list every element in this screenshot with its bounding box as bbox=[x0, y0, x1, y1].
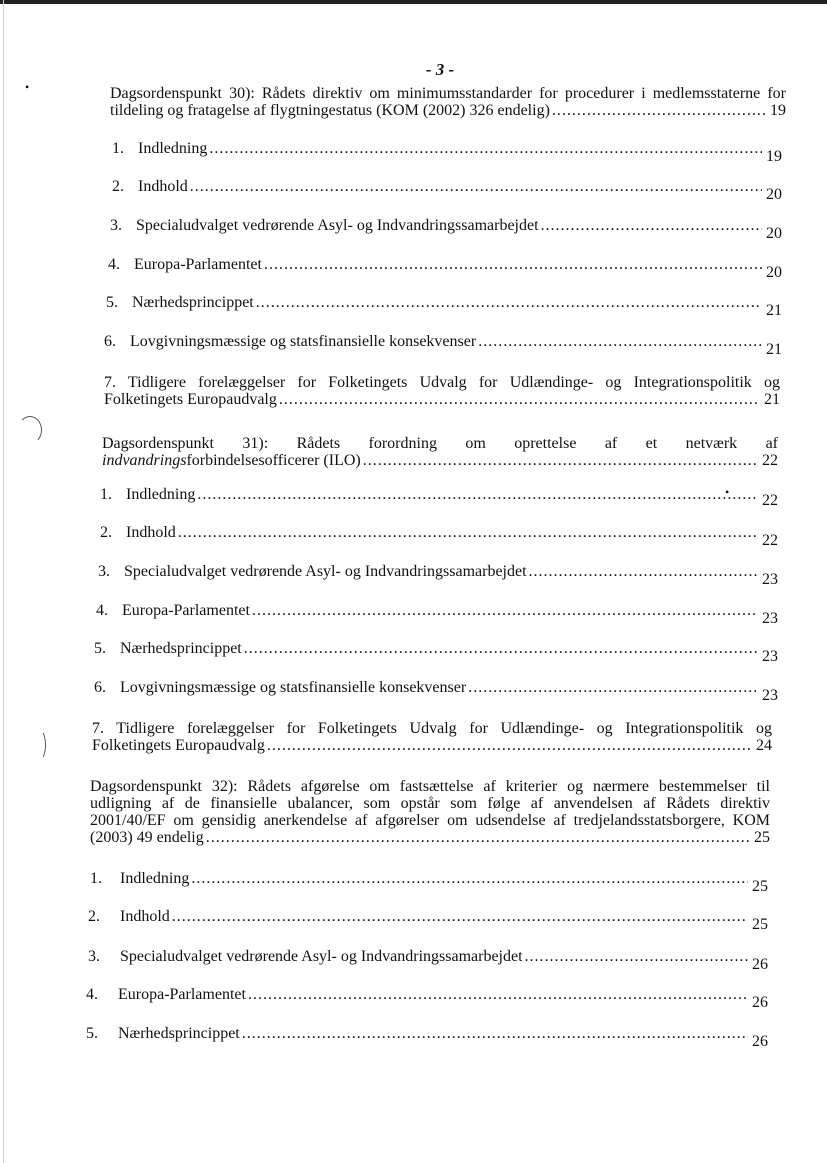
toc-item-number: 5. bbox=[106, 294, 118, 311]
toc-item-32-2[interactable] bbox=[88, 908, 768, 933]
toc-item-number: 3. bbox=[98, 563, 110, 580]
leader-dots bbox=[252, 602, 758, 620]
leader-dots bbox=[206, 829, 750, 846]
toc-heading-31-line2 bbox=[102, 452, 361, 469]
toc-heading-32-line2: udligning af de finansielle ubalancer, som opstår som følge af anvendelsen af Rådets direktiv bbox=[90, 795, 770, 812]
toc-heading-31-rest: forbindelsesofficerer (ILO) bbox=[186, 452, 361, 469]
toc-heading-31[interactable] bbox=[102, 435, 778, 469]
toc-item-32-5[interactable] bbox=[86, 1025, 768, 1050]
leader-dots bbox=[363, 452, 758, 469]
toc-page: 23 bbox=[762, 687, 778, 704]
leader-dots bbox=[197, 486, 758, 504]
toc-heading-32[interactable] bbox=[90, 778, 770, 846]
toc-item-label-line2: Folketingets Europaudvalg bbox=[104, 391, 277, 408]
toc-item-30-1[interactable] bbox=[112, 140, 782, 165]
leader-dots bbox=[191, 870, 748, 888]
toc-item-30-6[interactable] bbox=[104, 333, 782, 358]
toc-item-label: Indledning bbox=[138, 140, 208, 157]
toc-heading-32-line1: Dagsordenspunkt 32): Rådets afgørelse om fastsættelse af kriterier og nærmere bestemmelser til bbox=[90, 778, 770, 795]
toc-item-31-2[interactable] bbox=[100, 524, 778, 549]
toc-heading-31-line1: Dagsordenspunkt 31): Rådets forordning om oprettelse af et netværk af bbox=[102, 435, 778, 452]
toc-item-number: 6. bbox=[104, 333, 116, 350]
toc-item-label: Europa-Parlamentet bbox=[122, 602, 250, 619]
toc-page: 22 bbox=[762, 492, 778, 509]
leader-dots bbox=[190, 178, 762, 196]
toc-item-30-2[interactable] bbox=[112, 178, 782, 203]
toc-item-number: 4. bbox=[96, 602, 108, 619]
toc-item-label: Nærhedsprincippet bbox=[120, 640, 242, 657]
toc-item-label: Indhold bbox=[138, 178, 188, 195]
toc-page: 21 bbox=[764, 391, 780, 408]
toc-heading-32-line3: 2001/40/EF om gensidig anerkendelse af afgørelser om udsendelse af tredjelandsstatsborgere, KOM bbox=[90, 812, 770, 829]
toc-item-number: 6. bbox=[94, 679, 106, 696]
toc-item-label-line2: Folketingets Europaudvalg bbox=[92, 737, 265, 754]
toc-item-label-line1 bbox=[92, 720, 772, 737]
toc-item-30-7[interactable] bbox=[104, 374, 780, 408]
toc-item-label: Nærhedsprincippet bbox=[132, 294, 254, 311]
scan-speck: • bbox=[25, 80, 30, 94]
page-number: - 3 - bbox=[425, 60, 455, 79]
leader-dots bbox=[552, 102, 766, 119]
toc-page: 25 bbox=[752, 916, 768, 933]
toc-item-number: 4. bbox=[108, 256, 120, 273]
toc-item-number: 7. bbox=[92, 720, 104, 737]
toc-item-label: Specialudvalget vedrørende Asyl- og Indvandringssamarbejdet bbox=[136, 217, 539, 234]
toc-item-number: 2. bbox=[112, 178, 124, 195]
toc-page: 19 bbox=[770, 102, 786, 119]
toc-item-label: Indhold bbox=[120, 908, 170, 925]
leader-dots bbox=[478, 333, 762, 351]
toc-item-number: 4. bbox=[86, 986, 98, 1003]
leader-dots bbox=[525, 948, 748, 966]
toc-item-31-4[interactable] bbox=[96, 602, 778, 627]
toc-page: 19 bbox=[766, 148, 782, 165]
toc-item-31-6[interactable] bbox=[94, 679, 778, 704]
scan-left-edge bbox=[3, 0, 4, 1163]
toc-page: 26 bbox=[752, 994, 768, 1011]
toc-item-number: 5. bbox=[86, 1025, 98, 1042]
toc-page: 23 bbox=[762, 648, 778, 665]
toc-page: 20 bbox=[766, 264, 782, 281]
toc-page: 23 bbox=[762, 610, 778, 627]
toc-page: 25 bbox=[754, 829, 770, 846]
toc-heading-31-italic: indvandrings bbox=[102, 452, 187, 469]
toc-page: 22 bbox=[762, 452, 778, 469]
leader-dots bbox=[264, 256, 762, 274]
toc-item-label: Tidligere forelæggelser for Folketingets Udvalg for Udlændinge- og Integrationspolitik og bbox=[127, 374, 780, 391]
toc-heading-30-line2-row bbox=[110, 102, 786, 119]
leader-dots bbox=[529, 563, 758, 581]
leader-dots bbox=[279, 391, 760, 408]
toc-item-label: Specialudvalget vedrørende Asyl- og Indvandringssamarbejdet bbox=[124, 563, 527, 580]
toc-item-number: 3. bbox=[88, 948, 100, 965]
toc-item-label: Europa-Parlamentet bbox=[118, 986, 246, 1003]
toc-heading-30-line2: tildeling og fratagelse af flygtningestatus (KOM (2002) 326 endelig) bbox=[110, 102, 550, 119]
toc-item-label: Lovgivningsmæssige og statsfinansielle konsekvenser bbox=[120, 679, 467, 696]
leader-dots bbox=[244, 640, 758, 658]
toc-item-31-7[interactable] bbox=[92, 720, 772, 754]
leader-dots bbox=[209, 140, 762, 158]
toc-item-label: Indledning bbox=[126, 486, 196, 503]
toc-item-label: Specialudvalget vedrørende Asyl- og Indvandringssamarbejdet bbox=[120, 948, 523, 965]
toc-item-32-3[interactable] bbox=[88, 948, 768, 973]
toc-item-31-5[interactable] bbox=[94, 640, 778, 665]
toc-item-label-line1 bbox=[104, 374, 780, 391]
toc-item-number: 2. bbox=[100, 524, 112, 541]
toc-page: 22 bbox=[762, 532, 778, 549]
toc-item-label: Tidligere forelæggelser for Folketingets Udvalg for Udlændinge- og Integrationspolitik og bbox=[116, 720, 772, 737]
toc-item-label: Lovgivningsmæssige og statsfinansielle konsekvenser bbox=[130, 333, 477, 350]
toc-item-number: 1. bbox=[100, 486, 112, 503]
toc-page: 20 bbox=[766, 186, 782, 203]
toc-item-30-5[interactable] bbox=[106, 294, 782, 319]
toc-item-30-4[interactable] bbox=[108, 256, 782, 281]
toc-item-number: 2. bbox=[88, 908, 100, 925]
toc-page: 21 bbox=[766, 302, 782, 319]
scan-speck: • bbox=[725, 485, 730, 499]
toc-item-number: 1. bbox=[90, 870, 102, 887]
toc-page: 26 bbox=[752, 1033, 768, 1050]
scan-top-edge bbox=[0, 0, 827, 4]
toc-item-label: Europa-Parlamentet bbox=[134, 256, 262, 273]
toc-item-31-3[interactable] bbox=[98, 563, 778, 588]
toc-page: 20 bbox=[766, 225, 782, 242]
leader-dots bbox=[248, 986, 748, 1004]
toc-page: 25 bbox=[752, 878, 768, 895]
leader-dots bbox=[468, 679, 758, 697]
toc-page: 26 bbox=[752, 956, 768, 973]
leader-dots bbox=[172, 908, 748, 926]
toc-item-number: 7. bbox=[104, 374, 116, 391]
scan-mark bbox=[18, 416, 42, 444]
toc-heading-30[interactable] bbox=[110, 85, 786, 119]
toc-item-32-1[interactable] bbox=[90, 870, 768, 895]
toc-item-31-1[interactable] bbox=[100, 486, 778, 509]
toc-page: 21 bbox=[766, 341, 782, 358]
leader-dots bbox=[267, 737, 752, 754]
toc-item-30-3[interactable] bbox=[110, 217, 782, 242]
toc-heading-32-line4: (2003) 49 endelig bbox=[90, 829, 204, 846]
leader-dots bbox=[256, 294, 762, 312]
toc-item-number: 1. bbox=[112, 140, 124, 157]
toc-page: 24 bbox=[756, 737, 772, 754]
toc-item-label: Indledning bbox=[120, 870, 190, 887]
toc-item-label: Nærhedsprincippet bbox=[118, 1025, 240, 1042]
toc-page: 23 bbox=[762, 571, 778, 588]
toc-heading-30-line1: Dagsordenspunkt 30): Rådets direktiv om minimumsstandarder for procedurer i medlemsstaterne for bbox=[110, 85, 786, 102]
toc-item-number: 3. bbox=[110, 217, 122, 234]
scan-mark bbox=[34, 730, 46, 760]
toc-item-number: 5. bbox=[94, 640, 106, 657]
leader-dots bbox=[242, 1025, 748, 1043]
toc-item-label: Indhold bbox=[126, 524, 176, 541]
leader-dots bbox=[178, 524, 758, 542]
toc-item-32-4[interactable] bbox=[86, 986, 768, 1011]
leader-dots bbox=[541, 217, 762, 235]
